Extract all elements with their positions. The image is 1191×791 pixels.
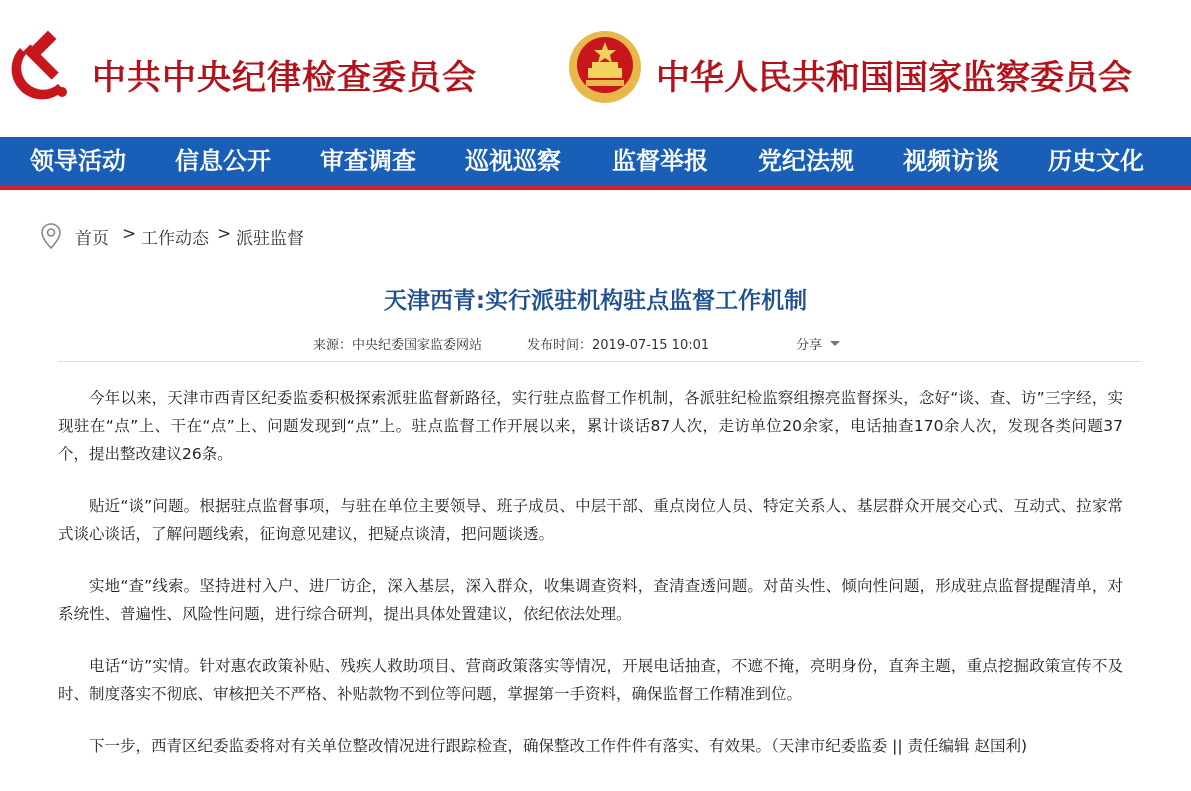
national-supervisory-commission-title[interactable]: 中华人民共和国国家监察委员会 [656, 58, 1132, 98]
article-publish-time: 发布时间：2019-07-15 10:01 [527, 338, 710, 353]
nav-item-regulations[interactable]: 党纪法规 [758, 146, 854, 175]
article-paragraph: 今年以来，天津市西青区纪委监委积极探索派驻监督新路径，实行驻点监督工作机制，各派驻纪检监察组擦亮监督探头，念好“谈、查、访”三字经，实现驻在“点”上、干在“点”上、问题发现到“点”上。驻点监督工作开展以来，累计谈话87人次，走访单位20余家，电话抽查170余人次，发现各类问题37个，提出整改建议26条。 [58, 389, 1123, 463]
nav-item-investigation[interactable]: 审查调查 [320, 146, 416, 175]
breadcrumb-separator: > [217, 224, 232, 244]
chevron-down-icon[interactable] [830, 341, 840, 346]
article-source: 来源：中央纪委国家监委网站 [313, 338, 483, 353]
article-paragraph: 下一步，西青区纪委监委将对有关单位整改情况进行跟踪检查，确保整改工作件件有落实、有效果。（天津市纪委监委 || 责任编辑 赵国利) [89, 737, 1028, 755]
main-nav [0, 137, 1191, 190]
nav-item-history[interactable]: 历史文化 [1048, 146, 1144, 175]
nav-item-report[interactable]: 监督举报 [612, 146, 708, 175]
breadcrumb-home[interactable]: 首页 [75, 229, 109, 249]
nav-item-inspection[interactable]: 巡视巡察 [465, 146, 561, 175]
national-emblem-icon[interactable] [566, 28, 644, 106]
breadcrumb-work-news[interactable]: 工作动态 [141, 229, 209, 249]
article-paragraph: 电话“访”实情。针对惠农政策补贴、残疾人救助项目、营商政策落实等情况，开展电话抽查，不遮不掩，亮明身份，直奔主题，重点挖掘政策宣传不及时、制度落实不彻底、审核把关不严格、补贴款物不到位等问题，掌握第一手资料，确保监督工作精准到位。 [58, 657, 1123, 703]
breadcrumb-separator: > [122, 224, 137, 244]
nav-item-video[interactable]: 视频访谈 [903, 146, 999, 175]
article-paragraph: 实地“查”线索。坚持进村入户、进厂访企，深入基层，深入群众，收集调查资料，查清查透问题。对苗头性、倾向性问题，形成驻点监督提醒清单，对系统性、普遍性、风险性问题，进行综合研判，提出具体处置建议，依纪依法处理。 [58, 577, 1123, 623]
article-paragraph: 贴近“谈”问题。根据驻点监督事项，与驻在单位主要领导、班子成员、中层干部、重点岗位人员、特定关系人、基层群众开展交心式、互动式、拉家常式谈心谈话，了解问题线索，征询意见建议，把疑点谈清，把问题谈透。 [58, 497, 1123, 543]
cpc-discipline-commission-title[interactable]: 中共中央纪律检查委员会 [92, 58, 477, 98]
divider [58, 361, 1141, 362]
article-body [58, 384, 1123, 784]
party-emblem-icon[interactable] [6, 30, 78, 102]
nav-item-info[interactable]: 信息公开 [175, 146, 271, 175]
location-pin-icon [40, 222, 62, 250]
share-button[interactable]: 分享 [796, 338, 823, 353]
breadcrumb-resident-supervision[interactable]: 派驻监督 [236, 229, 304, 249]
article-title: 天津西青:实行派驻机构驻点监督工作机制 [383, 288, 808, 314]
site-header [0, 0, 1191, 137]
nav-item-leadership[interactable]: 领导活动 [30, 146, 126, 175]
